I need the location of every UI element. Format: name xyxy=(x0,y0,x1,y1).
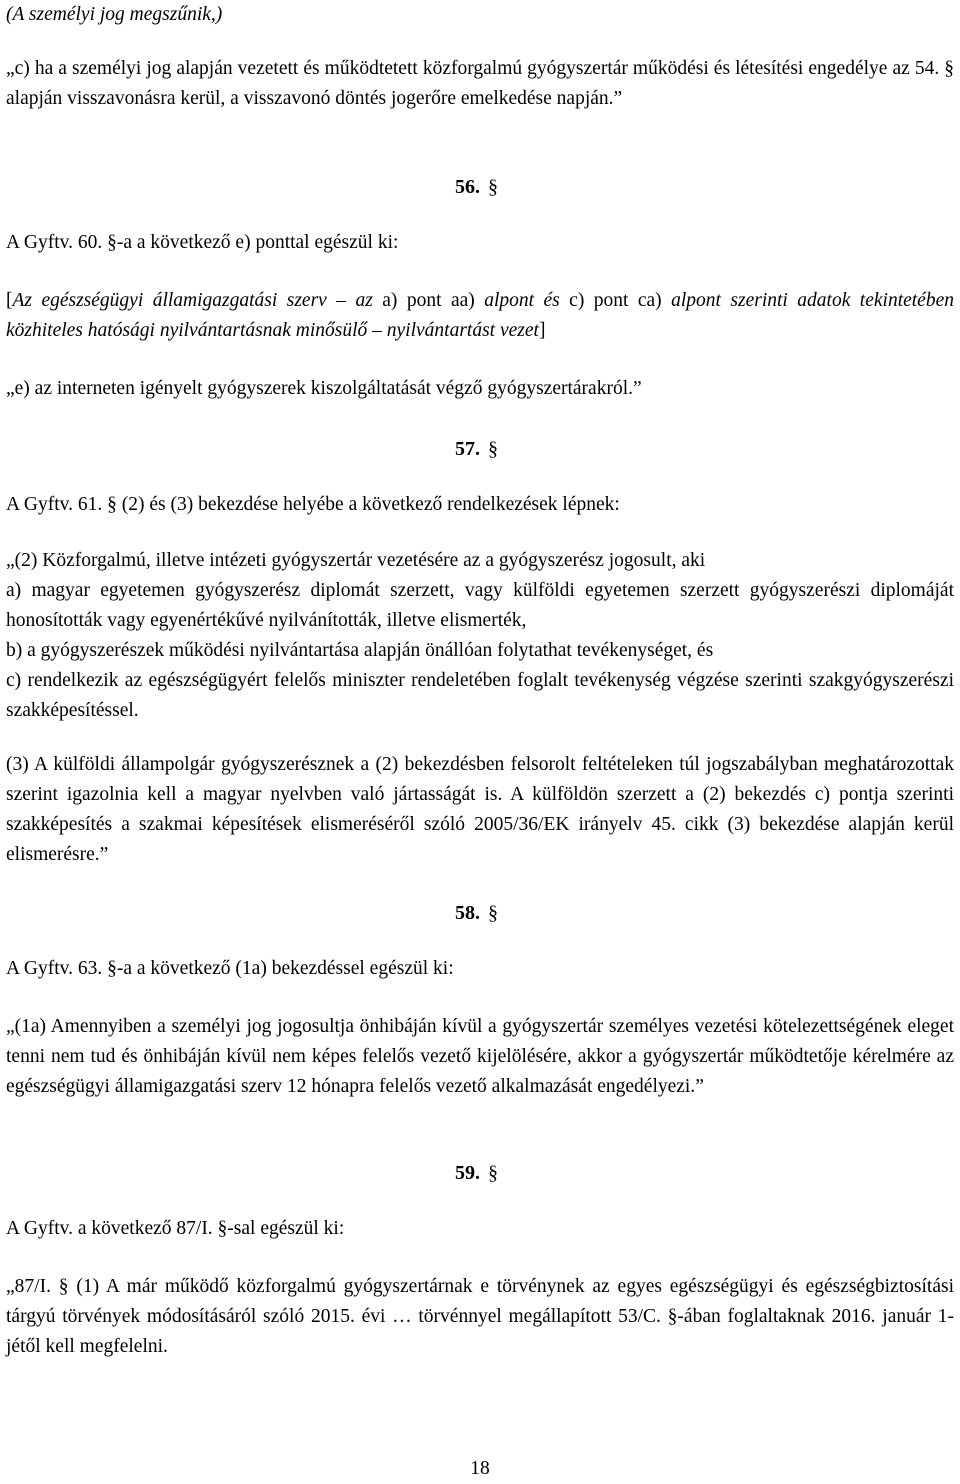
section-58-heading: 58. § xyxy=(455,902,498,924)
page-number: 18 xyxy=(470,1458,490,1479)
section-56-heading: 56. § xyxy=(455,176,498,198)
section-59-heading: 59. § xyxy=(455,1162,498,1184)
section-58-paragraph: „(1a) Amennyiben a személyi jog jogosultja önhibáján kívül a gyógyszertár személyes vezetési kötelezettségének eleget tenni nem tud és önhibáján kívül nem képes felelős vezető kijelölésére, akkor a gyógyszertár működtetője kérelmére az egészségügyi államigazgatási szerv 12 hónapra felelős vezető alkalmazását engedélyezi.” xyxy=(6,1016,954,1097)
section-56-bracket-text: [Az egészségügyi államigazgatási szerv – az a) pont aa) alpont és c) pont ca) alpont szerinti adatok tekintetében közhiteles hatósági nyilvántartásnak minősülő – nyilvántartást vezet] xyxy=(6,290,954,341)
italic-heading: (A személyi jog megszűnik,) xyxy=(6,4,223,25)
section-59-intro: A Gyftv. a következő 87/I. §-sal egészül ki: xyxy=(6,1218,345,1239)
section-56-point-e: „e) az interneten igényelt gyógyszerek kiszolgáltatását végző gyógyszertárakról.” xyxy=(6,378,642,399)
section-56-intro: A Gyftv. 60. §-a a következő e) ponttal egészül ki: xyxy=(6,232,399,253)
section-57-heading: 57. § xyxy=(455,438,498,460)
section-58-intro: A Gyftv. 63. §-a a következő (1a) bekezdéssel egészül ki: xyxy=(6,958,454,979)
section-57-paragraph-2: „(2) Közforgalmú, illetve intézeti gyógyszertár vezetésére az a gyógyszerész jogosult, aki a) magyar egyetemen gyógyszerész diplomát szerzett, vagy külföldi egyetemen szerzett gyógyszerészi diplomáját honosították vagy egyenértékűvé nyilvánították, illetve elismerték, b) a gyógyszerészek működési nyilvántartása alapján önállóan folytathat tevékenységet, és c) rendelkezik az egészségügyért felelős miniszter rendeletében foglalt tevékenység végzése szerinti szakgyógyszerészi szakképesítéssel. xyxy=(6,550,954,721)
section-57-intro: A Gyftv. 61. § (2) és (3) bekezdése helyébe a következő rendelkezések lépnek: xyxy=(6,494,620,515)
paragraph-c: „c) ha a személyi jog alapján vezetett és működtetett közforgalmú gyógyszertár működési és létesítési engedélye az 54. § alapján visszavonásra kerül, a visszavonó döntés jogerőre emelkedése napján.” xyxy=(6,58,954,109)
section-57-paragraph-3: (3) A külföldi állampolgár gyógyszerésznek a (2) bekezdésben felsorolt feltételeken túl jogszabályban meghatározottak szerint igazolnia kell a magyar nyelvben való jártasságát is. A külföldön szerzett a (2) bekezdés c) pontja szerinti szakképesítés a szakmai képesítések elismeréséről szóló 2005/36/EK irányelv 45. cikk (3) bekezdése alapján kerül elismerésre.” xyxy=(6,754,954,865)
section-59-paragraph: „87/I. § (1) A már működő közforgalmú gyógyszertárnak e törvénynek az egyes egészségügyi és egészségbiztosítási tárgyú törvények módosításáról szóló 2015. évi … törvénnyel megállapított 53/C. §-ában foglaltaknak 2016. január 1-jétől kell megfelelni. xyxy=(6,1276,954,1357)
